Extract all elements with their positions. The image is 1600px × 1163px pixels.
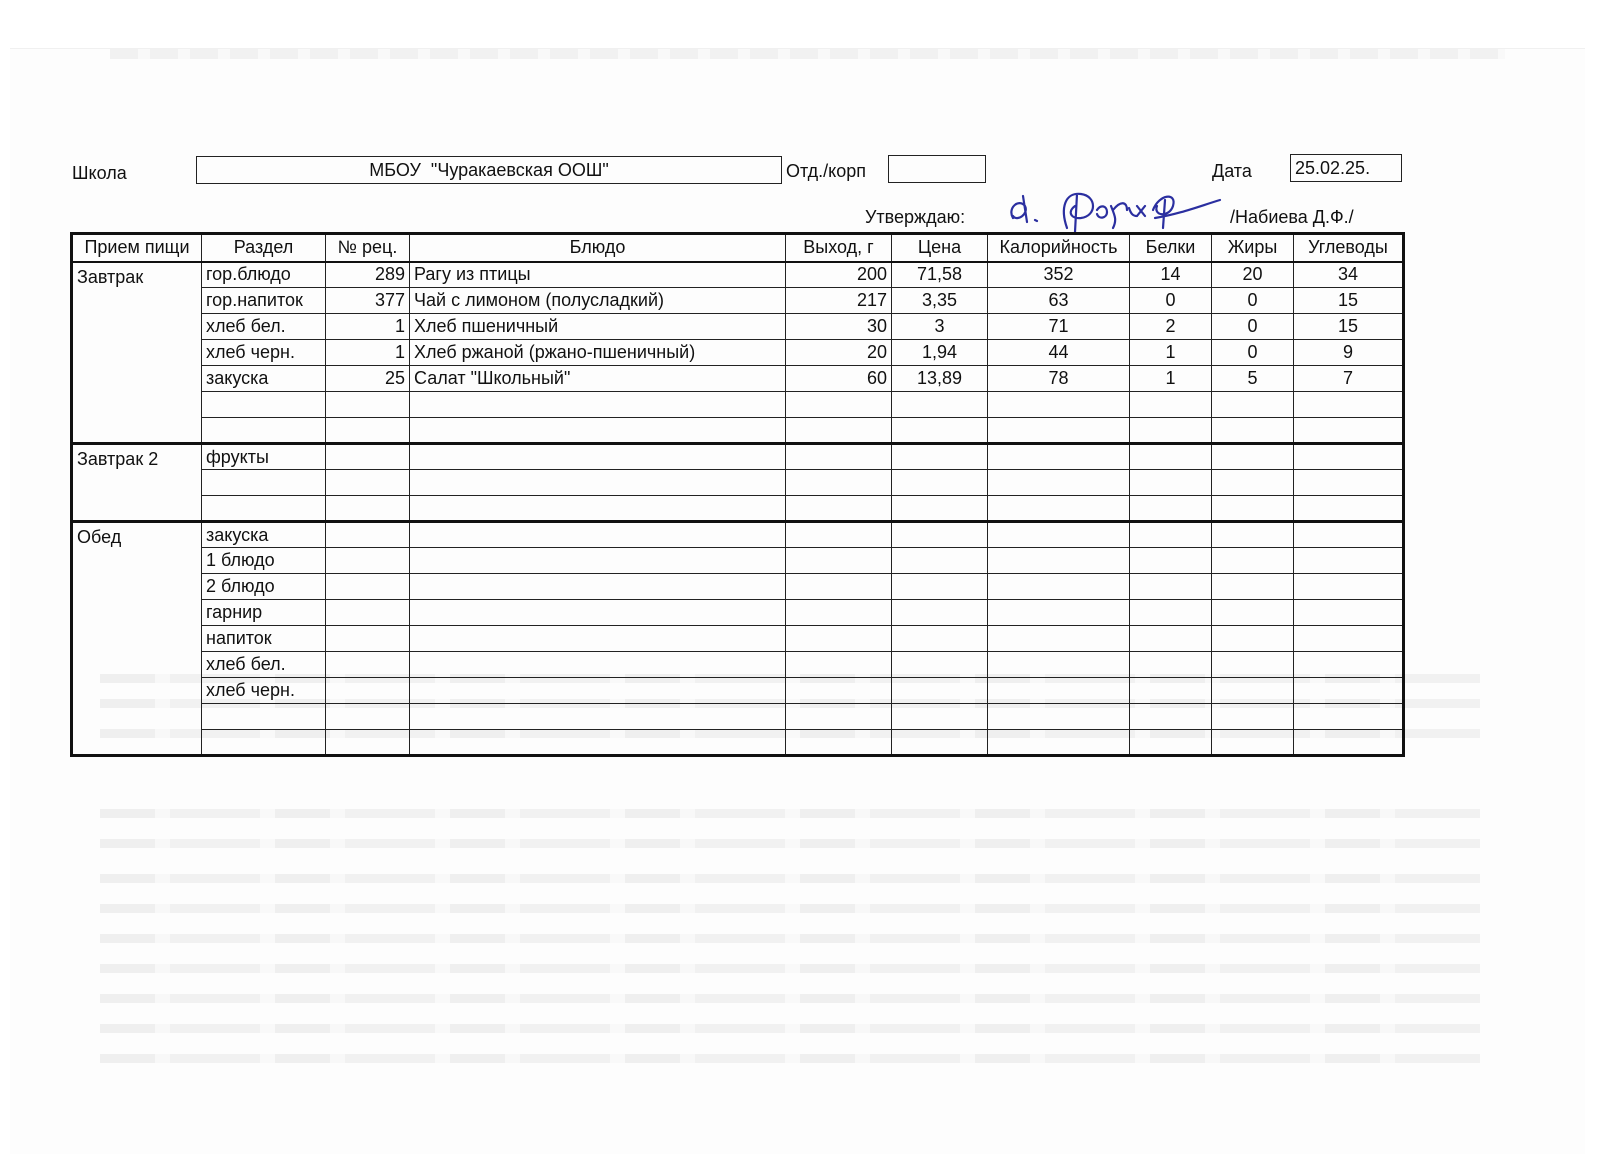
cell-recipe: 289 xyxy=(326,262,410,288)
table-row xyxy=(72,730,1404,756)
table-row xyxy=(72,626,1404,652)
cell-section xyxy=(202,470,326,496)
cell-carbs xyxy=(1294,574,1404,600)
cell-carbs xyxy=(1294,678,1404,704)
cell-kcal xyxy=(988,522,1130,548)
cell-carbs xyxy=(1294,730,1404,756)
cell-carbs xyxy=(1294,652,1404,678)
menu-table xyxy=(70,232,1405,757)
cell-price xyxy=(892,418,988,444)
cell-price xyxy=(892,392,988,418)
col-header-protein: Белки xyxy=(1130,234,1212,262)
cell-yield: 20 xyxy=(786,340,892,366)
date-field[interactable] xyxy=(1290,154,1402,182)
cell-section xyxy=(202,496,326,522)
cell-protein: 2 xyxy=(1130,314,1212,340)
cell-carbs xyxy=(1294,600,1404,626)
cell-yield xyxy=(786,392,892,418)
school-value: МБОУ "Чуракаевская ООШ" xyxy=(369,159,609,180)
cell-kcal: 78 xyxy=(988,366,1130,392)
cell-dish xyxy=(410,600,786,626)
cell-price: 3,35 xyxy=(892,288,988,314)
cell-dish xyxy=(410,444,786,470)
cell-kcal xyxy=(988,548,1130,574)
cell-price xyxy=(892,522,988,548)
scan-bleed-top xyxy=(110,49,1505,59)
cell-recipe xyxy=(326,704,410,730)
cell-dish xyxy=(410,574,786,600)
cell-protein: 14 xyxy=(1130,262,1212,288)
col-header-section: Раздел xyxy=(202,234,326,262)
col-header-dish: Блюдо xyxy=(410,234,786,262)
col-header-meal: Прием пищи xyxy=(72,234,202,262)
table-row xyxy=(72,444,1404,470)
cell-kcal: 71 xyxy=(988,314,1130,340)
cell-recipe xyxy=(326,522,410,548)
cell-dish xyxy=(410,626,786,652)
cell-dish xyxy=(410,704,786,730)
meal-name-cell: Завтрак xyxy=(72,262,202,444)
cell-kcal xyxy=(988,652,1130,678)
cell-section: 1 блюдо xyxy=(202,548,326,574)
cell-section xyxy=(202,418,326,444)
table-row xyxy=(72,600,1404,626)
cell-yield xyxy=(786,444,892,470)
cell-protein: 1 xyxy=(1130,366,1212,392)
approver-name: /Набиева Д.Ф./ xyxy=(1230,207,1354,227)
cell-kcal: 352 xyxy=(988,262,1130,288)
table-row xyxy=(72,496,1404,522)
cell-yield: 30 xyxy=(786,314,892,340)
table-row xyxy=(72,470,1404,496)
cell-protein xyxy=(1130,704,1212,730)
cell-dish xyxy=(410,470,786,496)
cell-dish xyxy=(410,392,786,418)
cell-fat xyxy=(1212,678,1294,704)
table-row xyxy=(72,262,1404,288)
cell-yield: 217 xyxy=(786,288,892,314)
table-header-row xyxy=(72,234,1404,262)
table-row xyxy=(72,340,1404,366)
cell-carbs xyxy=(1294,626,1404,652)
cell-yield xyxy=(786,574,892,600)
cell-section: гарнир xyxy=(202,600,326,626)
dept-field[interactable] xyxy=(888,155,986,183)
cell-dish xyxy=(410,730,786,756)
col-header-fat: Жиры xyxy=(1212,234,1294,262)
cell-kcal xyxy=(988,704,1130,730)
cell-fat xyxy=(1212,444,1294,470)
cell-kcal: 63 xyxy=(988,288,1130,314)
cell-section: хлеб бел. xyxy=(202,314,326,340)
cell-section xyxy=(202,704,326,730)
cell-recipe xyxy=(326,392,410,418)
cell-protein xyxy=(1130,418,1212,444)
col-header-recipe: № рец. xyxy=(326,234,410,262)
cell-fat xyxy=(1212,730,1294,756)
cell-carbs xyxy=(1294,392,1404,418)
cell-price: 3 xyxy=(892,314,988,340)
meal-name-cell: Обед xyxy=(72,522,202,756)
cell-protein xyxy=(1130,574,1212,600)
cell-fat xyxy=(1212,522,1294,548)
cell-section xyxy=(202,730,326,756)
cell-recipe xyxy=(326,444,410,470)
school-field[interactable] xyxy=(196,156,782,184)
cell-yield xyxy=(786,418,892,444)
table-row xyxy=(72,704,1404,730)
cell-yield xyxy=(786,496,892,522)
cell-recipe xyxy=(326,418,410,444)
cell-protein xyxy=(1130,392,1212,418)
cell-kcal xyxy=(988,496,1130,522)
cell-carbs xyxy=(1294,496,1404,522)
cell-dish: Хлеб пшеничный xyxy=(410,314,786,340)
approve-label: Утверждаю: xyxy=(865,207,966,227)
cell-yield xyxy=(786,730,892,756)
table-row xyxy=(72,314,1404,340)
cell-dish xyxy=(410,678,786,704)
table-row xyxy=(72,288,1404,314)
cell-recipe xyxy=(326,470,410,496)
cell-section: хлеб бел. xyxy=(202,652,326,678)
cell-protein xyxy=(1130,600,1212,626)
cell-yield: 60 xyxy=(786,366,892,392)
cell-protein xyxy=(1130,470,1212,496)
col-header-yield: Выход, г xyxy=(786,234,892,262)
cell-kcal xyxy=(988,470,1130,496)
cell-recipe: 1 xyxy=(326,340,410,366)
cell-section: гор.блюдо xyxy=(202,262,326,288)
table-row xyxy=(72,678,1404,704)
cell-kcal xyxy=(988,626,1130,652)
cell-fat xyxy=(1212,548,1294,574)
cell-recipe xyxy=(326,626,410,652)
cell-yield xyxy=(786,600,892,626)
cell-protein xyxy=(1130,522,1212,548)
cell-carbs: 9 xyxy=(1294,340,1404,366)
cell-price: 71,58 xyxy=(892,262,988,288)
cell-protein: 1 xyxy=(1130,340,1212,366)
col-header-kcal: Калорийность xyxy=(988,234,1130,262)
cell-carbs xyxy=(1294,548,1404,574)
cell-carbs xyxy=(1294,704,1404,730)
cell-dish xyxy=(410,548,786,574)
cell-fat xyxy=(1212,470,1294,496)
cell-fat: 5 xyxy=(1212,366,1294,392)
cell-section: хлеб черн. xyxy=(202,340,326,366)
show-through-line xyxy=(100,809,1480,818)
cell-price: 13,89 xyxy=(892,366,988,392)
cell-carbs: 7 xyxy=(1294,366,1404,392)
cell-recipe xyxy=(326,574,410,600)
cell-protein: 0 xyxy=(1130,288,1212,314)
cell-fat: 0 xyxy=(1212,288,1294,314)
cell-fat xyxy=(1212,418,1294,444)
cell-price xyxy=(892,600,988,626)
cell-price xyxy=(892,704,988,730)
cell-section: 2 блюдо xyxy=(202,574,326,600)
cell-recipe: 25 xyxy=(326,366,410,392)
cell-fat xyxy=(1212,392,1294,418)
cell-recipe xyxy=(326,652,410,678)
date-value: 25.02.25. xyxy=(1295,157,1371,178)
cell-fat xyxy=(1212,704,1294,730)
cell-fat xyxy=(1212,496,1294,522)
cell-price xyxy=(892,574,988,600)
col-header-carbs: Углеводы xyxy=(1294,234,1404,262)
cell-fat xyxy=(1212,652,1294,678)
cell-dish xyxy=(410,418,786,444)
date-label: Дата xyxy=(1212,161,1252,181)
cell-carbs: 34 xyxy=(1294,262,1404,288)
cell-price xyxy=(892,548,988,574)
cell-price xyxy=(892,444,988,470)
meal-name-cell: Завтрак 2 xyxy=(72,444,202,522)
cell-dish xyxy=(410,496,786,522)
cell-yield xyxy=(786,522,892,548)
cell-recipe: 377 xyxy=(326,288,410,314)
cell-recipe xyxy=(326,678,410,704)
dept-label: Отд./корп xyxy=(786,161,866,181)
cell-kcal xyxy=(988,730,1130,756)
cell-yield xyxy=(786,704,892,730)
cell-dish xyxy=(410,652,786,678)
table-row xyxy=(72,418,1404,444)
cell-yield xyxy=(786,652,892,678)
cell-carbs xyxy=(1294,470,1404,496)
cell-carbs: 15 xyxy=(1294,288,1404,314)
cell-fat xyxy=(1212,600,1294,626)
cell-fat: 0 xyxy=(1212,340,1294,366)
cell-price: 1,94 xyxy=(892,340,988,366)
cell-section xyxy=(202,392,326,418)
show-through-line xyxy=(100,839,1480,848)
cell-protein xyxy=(1130,496,1212,522)
table-row xyxy=(72,574,1404,600)
cell-price xyxy=(892,678,988,704)
cell-price xyxy=(892,730,988,756)
cell-protein xyxy=(1130,548,1212,574)
cell-price xyxy=(892,652,988,678)
table-row xyxy=(72,522,1404,548)
cell-fat: 20 xyxy=(1212,262,1294,288)
cell-price xyxy=(892,626,988,652)
cell-yield xyxy=(786,470,892,496)
show-through-line xyxy=(100,964,1480,973)
cell-carbs xyxy=(1294,418,1404,444)
cell-protein xyxy=(1130,652,1212,678)
cell-section: закуска xyxy=(202,522,326,548)
cell-section: хлеб черн. xyxy=(202,678,326,704)
school-label: Школа xyxy=(72,163,127,183)
cell-protein xyxy=(1130,626,1212,652)
cell-protein xyxy=(1130,444,1212,470)
cell-kcal xyxy=(988,444,1130,470)
cell-dish xyxy=(410,522,786,548)
cell-yield xyxy=(786,678,892,704)
cell-kcal xyxy=(988,392,1130,418)
cell-recipe xyxy=(326,730,410,756)
cell-carbs xyxy=(1294,444,1404,470)
show-through-line xyxy=(100,1054,1480,1063)
cell-price xyxy=(892,496,988,522)
cell-fat xyxy=(1212,574,1294,600)
cell-yield: 200 xyxy=(786,262,892,288)
cell-yield xyxy=(786,626,892,652)
cell-carbs: 15 xyxy=(1294,314,1404,340)
show-through-line xyxy=(100,904,1480,913)
cell-section: фрукты xyxy=(202,444,326,470)
cell-dish: Рагу из птицы xyxy=(410,262,786,288)
cell-carbs xyxy=(1294,522,1404,548)
cell-kcal xyxy=(988,418,1130,444)
show-through-line xyxy=(100,994,1480,1003)
cell-fat: 0 xyxy=(1212,314,1294,340)
cell-price xyxy=(892,470,988,496)
cell-fat xyxy=(1212,626,1294,652)
cell-recipe xyxy=(326,496,410,522)
col-header-price: Цена xyxy=(892,234,988,262)
table-row xyxy=(72,392,1404,418)
cell-yield xyxy=(786,548,892,574)
cell-protein xyxy=(1130,678,1212,704)
cell-section: гор.напиток xyxy=(202,288,326,314)
cell-kcal: 44 xyxy=(988,340,1130,366)
cell-kcal xyxy=(988,574,1130,600)
show-through-line xyxy=(100,934,1480,943)
cell-protein xyxy=(1130,730,1212,756)
table-row xyxy=(72,366,1404,392)
show-through-line xyxy=(100,1024,1480,1033)
cell-kcal xyxy=(988,678,1130,704)
cell-dish: Салат "Школьный" xyxy=(410,366,786,392)
cell-section: напиток xyxy=(202,626,326,652)
table-row xyxy=(72,548,1404,574)
show-through-line xyxy=(100,874,1480,883)
cell-recipe xyxy=(326,600,410,626)
cell-dish: Хлеб ржаной (ржано-пшеничный) xyxy=(410,340,786,366)
cell-recipe xyxy=(326,548,410,574)
table-row xyxy=(72,652,1404,678)
cell-recipe: 1 xyxy=(326,314,410,340)
cell-section: закуска xyxy=(202,366,326,392)
cell-dish: Чай с лимоном (полусладкий) xyxy=(410,288,786,314)
handwritten-signature xyxy=(1005,188,1225,234)
menu-table-body xyxy=(72,262,1404,756)
cell-kcal xyxy=(988,600,1130,626)
